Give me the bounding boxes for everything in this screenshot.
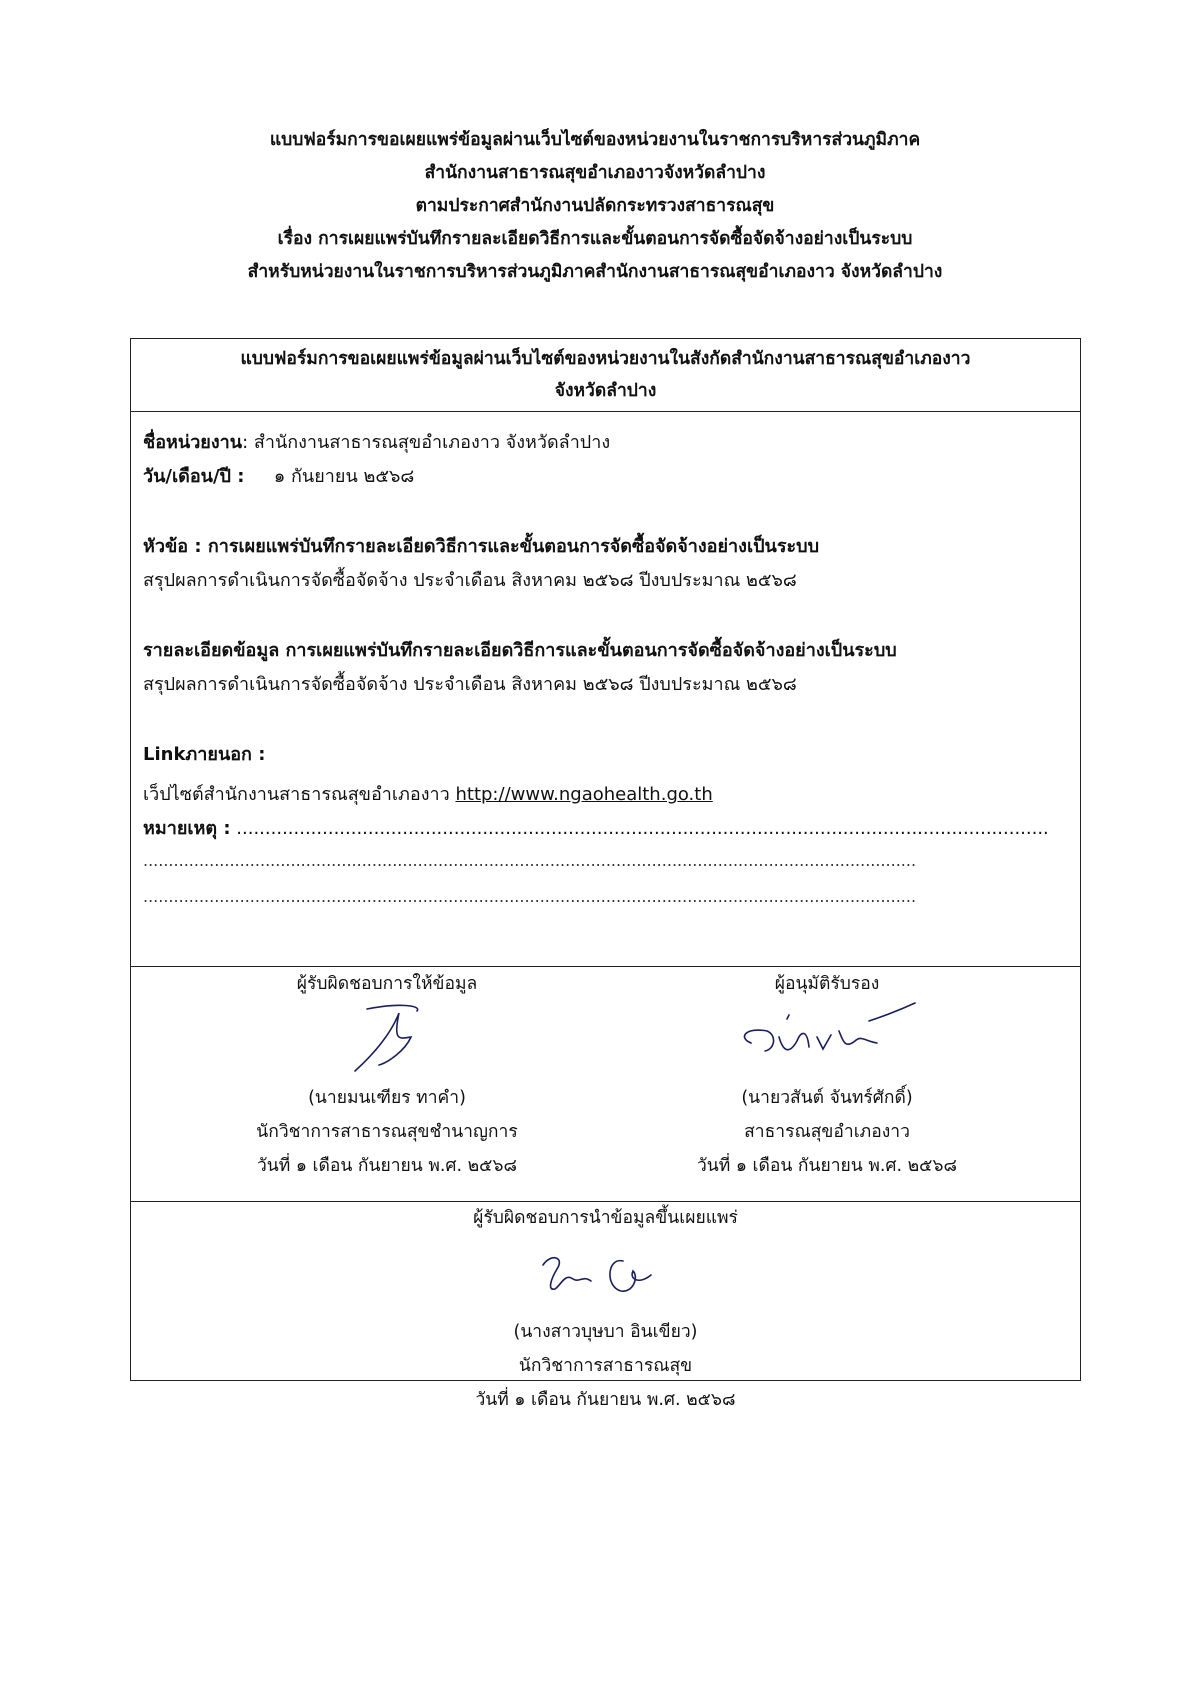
left-date: วันที่ ๑ เดือน กันยายน พ.ศ. ๒๕๖๘ [256,1156,518,1176]
bottom-date: วันที่ ๑ เดือน กันยายน พ.ศ. ๒๕๖๘ [475,1390,736,1410]
right-name: (นายวสันต์ จันทร์ศักดิ์) [741,1088,913,1108]
document-header [0,124,1190,289]
left-signature [327,1001,447,1081]
right-date: วันที่ ๑ เดือน กันยายน พ.ศ. ๒๕๖๘ [696,1156,958,1176]
signature-right [617,967,1037,1183]
date-label: วัน/เดือน/ปี : [143,466,245,487]
bottom-name: (นางสาวบุษบา อินเขียว) [513,1322,698,1342]
date-value: ๑ กันยายน ๒๕๖๘ [273,466,415,487]
external-link-label: Linkภายนอก : [143,744,266,765]
topic-label: หัวข้อ : การเผยแพร่บันทึกรายละเอียดวิธีการและขั้นตอนการจัดซื้อจัดจ้างอย่างเป็นระบบ [143,536,820,557]
detail-label: รายละเอียดข้อมูล การเผยแพร่บันทึกรายละเอียดวิธีการและขั้นตอนการจัดซื้อจัดจ้างอย่างเป็นระบบ [143,640,897,661]
signature-row [131,966,1080,1202]
form-title [131,339,1080,412]
agency-value: : สำนักงานสาธารณสุขอำเภองาว จังหวัดลำปาง [242,432,611,453]
right-signature [727,1001,927,1081]
external-link-line [143,779,713,808]
date-field [143,461,414,490]
left-role: ผู้รับผิดชอบการให้ข้อมูล [296,974,478,994]
dotted-line-2: ........................................................................................................................................................ [143,887,917,906]
external-link-url[interactable]: http://www.ngaohealth.go.th [455,784,713,805]
external-link-text: เว็ปไซต์สำนักงานสาธารณสุขอำเภองาว [143,784,450,805]
form-title-line-1: แบบฟอร์มการขอเผยแพร่ข้อมูลผ่านเว็บไซต์ของหน่วยงานในสังกัดสำนักงานสาธารณสุขอำเภองาว [240,349,971,369]
signature-left [177,967,597,1183]
left-name: (นายมนเฑียร ทาคำ) [308,1088,466,1108]
note-field [143,813,1067,842]
header-line-4: เรื่อง การเผยแพร่บันทึกรายละเอียดวิธีการและขั้นตอนการจัดซื้อจัดจ้างอย่างเป็นระบบ [277,229,913,249]
header-line-5: สำหรับหน่วยงานในราชการบริหารส่วนภูมิภาคสำนักงานสาธารณสุขอำเภองาว จังหวัดลำปาง [247,262,943,282]
detail-value: สรุปผลการดำเนินการจัดซื้อจัดจ้าง ประจำเดือน สิงหาคม ๒๕๖๘ ปีงบประมาณ ๒๕๖๘ [143,674,797,695]
bottom-position: นักวิชาการสาธารณสุข [518,1356,693,1376]
right-role: ผู้อนุมัติรับรอง [774,974,880,994]
agency-field [143,427,610,456]
note-dots: .............................................................................................................................................. [236,818,1049,839]
bottom-signature [521,1235,691,1315]
right-position: สาธารณสุขอำเภองาว [744,1122,910,1142]
header-line-1: แบบฟอร์มการขอเผยแพร่ข้อมูลผ่านเว็บไซต์ของหน่วยงานในราชการบริหารส่วนภูมิภาค [269,130,921,150]
form-title-line-2: จังหวัดลำปาง [554,381,657,401]
header-line-2: สำนักงานสาธารณสุขอำเภองาวจังหวัดลำปาง [424,163,766,183]
dotted-line-1: ........................................................................................................................................................ [143,851,917,870]
publication-form [130,338,1081,1410]
bottom-role: ผู้รับผิดชอบการนำข้อมูลขึ้นเผยแพร่ [473,1208,738,1228]
topic-value: สรุปผลการดำเนินการจัดซื้อจัดจ้าง ประจำเดือน สิงหาคม ๒๕๖๘ ปีงบประมาณ ๒๕๖๘ [143,570,797,591]
header-line-3: ตามประกาศสำนักงานปลัดกระทรวงสาธารณสุข [415,196,775,216]
agency-label: ชื่อหน่วยงาน [143,432,243,453]
left-position: นักวิชาการสาธารณสุขชำนาญการ [256,1122,518,1142]
note-label: หมายเหตุ : [143,818,231,839]
publisher-signature-block [131,1201,1080,1417]
